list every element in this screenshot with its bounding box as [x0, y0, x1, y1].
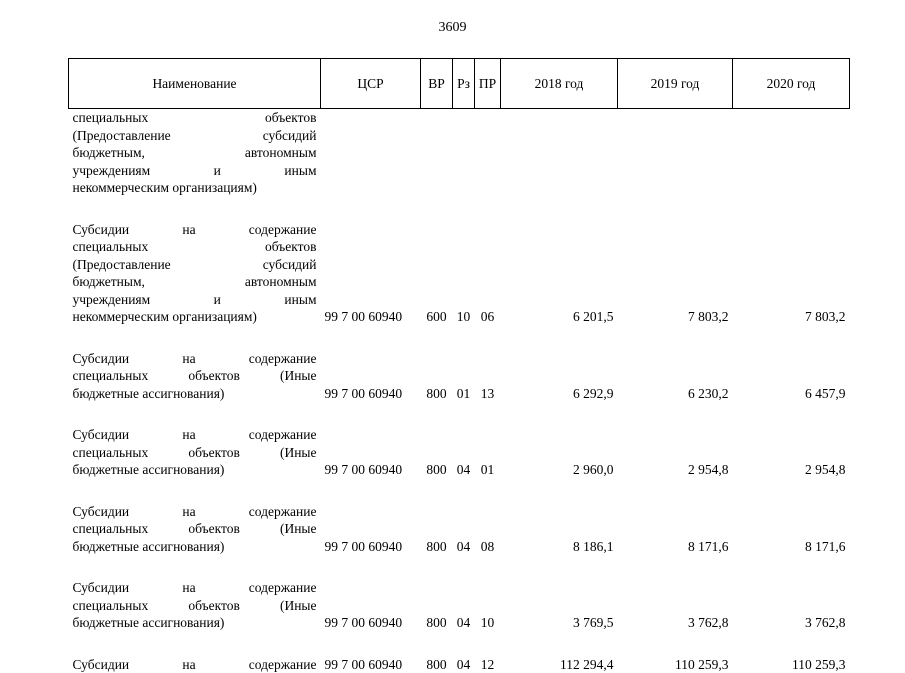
row-vr: 800: [421, 426, 453, 479]
row-name-line: специальных объектов (Иные: [73, 444, 317, 462]
row-2018: 112 294,4: [501, 656, 618, 673]
row-name-line: некоммерческим организациям): [73, 308, 317, 326]
row-pr: 06: [475, 221, 501, 326]
header-csr: ЦСР: [321, 59, 421, 109]
table-row: [69, 350, 850, 403]
row-spacer-cell: [69, 632, 850, 656]
row-spacer: [69, 197, 850, 221]
row-name: [69, 656, 321, 673]
row-spacer: [69, 326, 850, 350]
page-number: 3609: [0, 20, 905, 36]
table-row: [69, 109, 850, 197]
row-rz: 01: [453, 350, 475, 403]
row-name-line: (Предоставление субсидий: [73, 127, 317, 145]
row-name: [69, 579, 321, 632]
row-name-line: бюджетные ассигнования): [73, 614, 317, 632]
row-csr: 99 7 00 60940: [321, 503, 421, 556]
table-body: [69, 109, 850, 673]
header-pr: ПР: [475, 59, 501, 109]
row-2019: 3 762,8: [618, 579, 733, 632]
row-2019: 6 230,2: [618, 350, 733, 403]
row-pr: 08: [475, 503, 501, 556]
table-row: [69, 579, 850, 632]
row-name-line: учреждениям и иным: [73, 291, 317, 309]
row-2018: 6 292,9: [501, 350, 618, 403]
row-2018: 3 769,5: [501, 579, 618, 632]
row-name-line: Субсидии на содержание: [73, 221, 317, 239]
row-spacer: [69, 402, 850, 426]
row-name: [69, 109, 321, 197]
header-rz: Рз: [453, 59, 475, 109]
row-vr: 800: [421, 579, 453, 632]
row-pr: 10: [475, 579, 501, 632]
row-name: [69, 426, 321, 479]
row-2019: [618, 109, 733, 197]
budget-table: [68, 58, 850, 673]
row-csr: 99 7 00 60940: [321, 579, 421, 632]
row-2018: 8 186,1: [501, 503, 618, 556]
row-name-line: специальных объектов (Иные: [73, 520, 317, 538]
row-name-line: специальных объектов (Иные: [73, 367, 317, 385]
row-2019: 2 954,8: [618, 426, 733, 479]
row-rz: 04: [453, 503, 475, 556]
row-vr: [421, 109, 453, 197]
row-spacer-cell: [69, 402, 850, 426]
header-2020: 2020 год: [733, 59, 850, 109]
row-2020: [733, 109, 850, 197]
row-rz: 04: [453, 656, 475, 673]
row-name: [69, 350, 321, 403]
row-name-line: бюджетные ассигнования): [73, 538, 317, 556]
row-rz: 04: [453, 579, 475, 632]
row-csr: [321, 109, 421, 197]
row-2019: 8 171,6: [618, 503, 733, 556]
row-name-line: бюджетным, автономным: [73, 273, 317, 291]
row-vr: 800: [421, 350, 453, 403]
row-name-line: некоммерческим организациям): [73, 179, 317, 197]
row-name-line: специальных объектов: [73, 109, 317, 127]
row-spacer-cell: [69, 326, 850, 350]
row-2018: [501, 109, 618, 197]
row-2019: 7 803,2: [618, 221, 733, 326]
table-row: [69, 656, 850, 673]
row-2018: 2 960,0: [501, 426, 618, 479]
row-2020: 7 803,2: [733, 221, 850, 326]
row-pr: [475, 109, 501, 197]
row-name-line: учреждениям и иным: [73, 162, 317, 180]
row-rz: [453, 109, 475, 197]
row-vr: 600: [421, 221, 453, 326]
row-2019: 110 259,3: [618, 656, 733, 673]
table-row: [69, 426, 850, 479]
row-spacer-cell: [69, 479, 850, 503]
row-pr: 12: [475, 656, 501, 673]
row-name-line: Субсидии на содержание: [73, 426, 317, 444]
row-csr: 99 7 00 60940: [321, 350, 421, 403]
row-pr: 13: [475, 350, 501, 403]
row-spacer: [69, 632, 850, 656]
table-row: [69, 503, 850, 556]
row-name-line: специальных объектов (Иные: [73, 597, 317, 615]
row-name-line: специальных объектов: [73, 238, 317, 256]
row-csr: 99 7 00 60940: [321, 656, 421, 673]
row-spacer: [69, 555, 850, 579]
row-name-line: Субсидии на содержание: [73, 579, 317, 597]
row-2020: 8 171,6: [733, 503, 850, 556]
header-vr: ВР: [421, 59, 453, 109]
table-header-row: [69, 59, 850, 109]
row-name-line: (Предоставление субсидий: [73, 256, 317, 274]
row-2020: 110 259,3: [733, 656, 850, 673]
row-vr: 800: [421, 503, 453, 556]
row-pr: 01: [475, 426, 501, 479]
row-name-line: бюджетные ассигнования): [73, 461, 317, 479]
row-name: [69, 221, 321, 326]
row-csr: 99 7 00 60940: [321, 426, 421, 479]
row-2020: 3 762,8: [733, 579, 850, 632]
row-spacer: [69, 479, 850, 503]
row-spacer-cell: [69, 555, 850, 579]
row-vr: 800: [421, 656, 453, 673]
header-2018: 2018 год: [501, 59, 618, 109]
row-name-line: Субсидии на содержание: [73, 350, 317, 368]
row-csr: 99 7 00 60940: [321, 221, 421, 326]
row-name-line: Субсидии на содержание: [73, 656, 317, 673]
row-name-line: Субсидии на содержание: [73, 503, 317, 521]
row-2018: 6 201,5: [501, 221, 618, 326]
row-spacer-cell: [69, 197, 850, 221]
header-2019: 2019 год: [618, 59, 733, 109]
row-2020: 2 954,8: [733, 426, 850, 479]
row-name-line: бюджетным, автономным: [73, 144, 317, 162]
header-name: Наименование: [69, 59, 321, 109]
row-rz: 04: [453, 426, 475, 479]
row-name-line: бюджетные ассигнования): [73, 385, 317, 403]
row-name: [69, 503, 321, 556]
row-rz: 10: [453, 221, 475, 326]
table-row: [69, 221, 850, 326]
row-2020: 6 457,9: [733, 350, 850, 403]
